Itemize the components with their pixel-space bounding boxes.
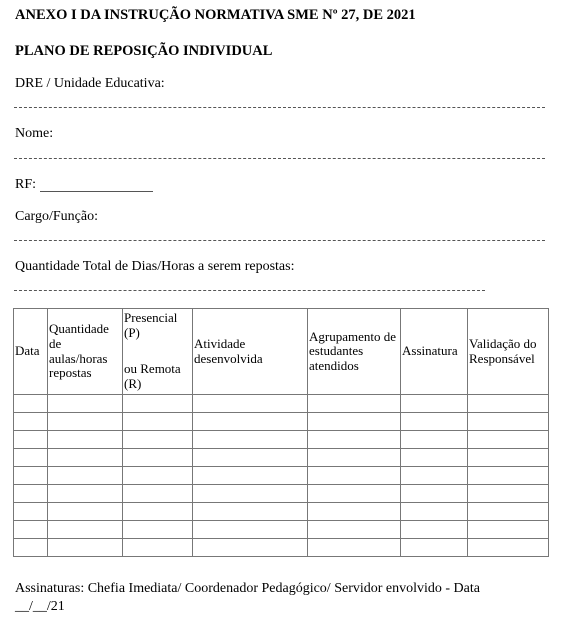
col-header-presencial-line2: ou Remota (R) bbox=[124, 361, 181, 391]
table-cell[interactable] bbox=[401, 521, 468, 539]
col-header-validacao: Validação do Responsável bbox=[468, 309, 549, 395]
table-cell[interactable] bbox=[468, 431, 549, 449]
table-cell[interactable] bbox=[14, 467, 48, 485]
table-cell[interactable] bbox=[14, 395, 48, 413]
table-cell[interactable] bbox=[468, 485, 549, 503]
table-cell[interactable] bbox=[308, 503, 401, 521]
table-cell[interactable] bbox=[468, 449, 549, 467]
table-cell[interactable] bbox=[123, 467, 193, 485]
table-cell[interactable] bbox=[401, 449, 468, 467]
table-row bbox=[14, 467, 549, 485]
table-cell[interactable] bbox=[401, 395, 468, 413]
table-cell[interactable] bbox=[48, 467, 123, 485]
table-row bbox=[14, 395, 549, 413]
table-cell[interactable] bbox=[468, 521, 549, 539]
table-cell[interactable] bbox=[308, 413, 401, 431]
table-cell[interactable] bbox=[193, 431, 308, 449]
col-header-atividade: Atividade desenvolvida bbox=[193, 309, 308, 395]
table-row bbox=[14, 503, 549, 521]
table-row bbox=[14, 539, 549, 557]
table-cell[interactable] bbox=[123, 539, 193, 557]
table-cell[interactable] bbox=[14, 503, 48, 521]
table-cell[interactable] bbox=[401, 413, 468, 431]
table-cell[interactable] bbox=[48, 431, 123, 449]
table-cell[interactable] bbox=[48, 539, 123, 557]
table-cell[interactable] bbox=[401, 467, 468, 485]
cargo-label: Cargo/Função: bbox=[15, 209, 98, 224]
table-cell[interactable] bbox=[308, 485, 401, 503]
table-cell[interactable] bbox=[308, 431, 401, 449]
table-cell[interactable] bbox=[401, 503, 468, 521]
table-cell[interactable] bbox=[14, 521, 48, 539]
document-title: ANEXO I DA INSTRUÇÃO NORMATIVA SME Nº 27, DE 2021 bbox=[15, 7, 416, 23]
table-cell[interactable] bbox=[48, 449, 123, 467]
col-header-presencial bbox=[123, 309, 193, 395]
table-cell[interactable] bbox=[14, 485, 48, 503]
rf-fill-line[interactable] bbox=[40, 191, 153, 192]
table-row bbox=[14, 521, 549, 539]
table-cell[interactable] bbox=[14, 413, 48, 431]
table-cell[interactable] bbox=[123, 413, 193, 431]
signatures-text: Assinaturas: Chefia Imediata/ Coordenador Pedagógico/ Servidor envolvido - Data bbox=[15, 581, 480, 596]
cargo-fill-line[interactable] bbox=[14, 240, 545, 241]
table-cell[interactable] bbox=[48, 503, 123, 521]
dre-label: DRE / Unidade Educativa: bbox=[15, 76, 165, 91]
table-cell[interactable] bbox=[193, 467, 308, 485]
nome-fill-line[interactable] bbox=[14, 158, 545, 159]
table-cell[interactable] bbox=[308, 539, 401, 557]
table-cell[interactable] bbox=[123, 503, 193, 521]
reposicao-table bbox=[13, 308, 549, 557]
table-cell[interactable] bbox=[14, 539, 48, 557]
col-header-quantidade: Quantidade de aulas/horas repostas bbox=[48, 309, 123, 395]
table-cell[interactable] bbox=[14, 431, 48, 449]
table-cell[interactable] bbox=[193, 521, 308, 539]
table-cell[interactable] bbox=[193, 413, 308, 431]
rf-label: RF: bbox=[15, 177, 37, 192]
table-cell[interactable] bbox=[401, 539, 468, 557]
table-cell[interactable] bbox=[48, 485, 123, 503]
table-cell[interactable] bbox=[468, 413, 549, 431]
table-cell[interactable] bbox=[468, 395, 549, 413]
table-cell[interactable] bbox=[48, 413, 123, 431]
table-cell[interactable] bbox=[308, 449, 401, 467]
table-cell[interactable] bbox=[193, 485, 308, 503]
table-cell[interactable] bbox=[48, 521, 123, 539]
table-row bbox=[14, 485, 549, 503]
col-header-data: Data bbox=[14, 309, 48, 395]
table-cell[interactable] bbox=[193, 539, 308, 557]
quantidade-fill-line[interactable] bbox=[14, 290, 485, 291]
col-header-assinatura: Assinatura bbox=[401, 309, 468, 395]
table-row bbox=[14, 431, 549, 449]
nome-label: Nome: bbox=[15, 126, 54, 141]
table-cell[interactable] bbox=[468, 539, 549, 557]
table-cell[interactable] bbox=[401, 485, 468, 503]
table-cell[interactable] bbox=[48, 395, 123, 413]
table-cell[interactable] bbox=[14, 449, 48, 467]
table-cell[interactable] bbox=[401, 431, 468, 449]
table-cell[interactable] bbox=[193, 449, 308, 467]
table-cell[interactable] bbox=[123, 395, 193, 413]
signatures-footer bbox=[15, 580, 545, 616]
quantidade-total-label: Quantidade Total de Dias/Horas a serem repostas: bbox=[15, 259, 295, 274]
dre-fill-line[interactable] bbox=[14, 107, 545, 108]
table-cell[interactable] bbox=[308, 467, 401, 485]
signature-date-blank[interactable]: __/__/21 bbox=[15, 599, 65, 615]
table-cell[interactable] bbox=[123, 449, 193, 467]
table-header-row bbox=[14, 309, 549, 395]
table-cell[interactable] bbox=[123, 485, 193, 503]
table-cell[interactable] bbox=[468, 467, 549, 485]
table-cell[interactable] bbox=[468, 503, 549, 521]
table-row bbox=[14, 413, 549, 431]
table-row bbox=[14, 449, 549, 467]
table-cell[interactable] bbox=[193, 395, 308, 413]
table-cell[interactable] bbox=[308, 521, 401, 539]
table-cell[interactable] bbox=[123, 431, 193, 449]
document-subtitle: PLANO DE REPOSIÇÃO INDIVIDUAL bbox=[15, 43, 273, 59]
col-header-presencial-line1: Presencial (P) bbox=[124, 310, 178, 340]
table-cell[interactable] bbox=[193, 503, 308, 521]
table-cell[interactable] bbox=[308, 395, 401, 413]
col-header-agrupamento: Agrupamento de estudantes atendidos bbox=[308, 309, 401, 395]
table-cell[interactable] bbox=[123, 521, 193, 539]
